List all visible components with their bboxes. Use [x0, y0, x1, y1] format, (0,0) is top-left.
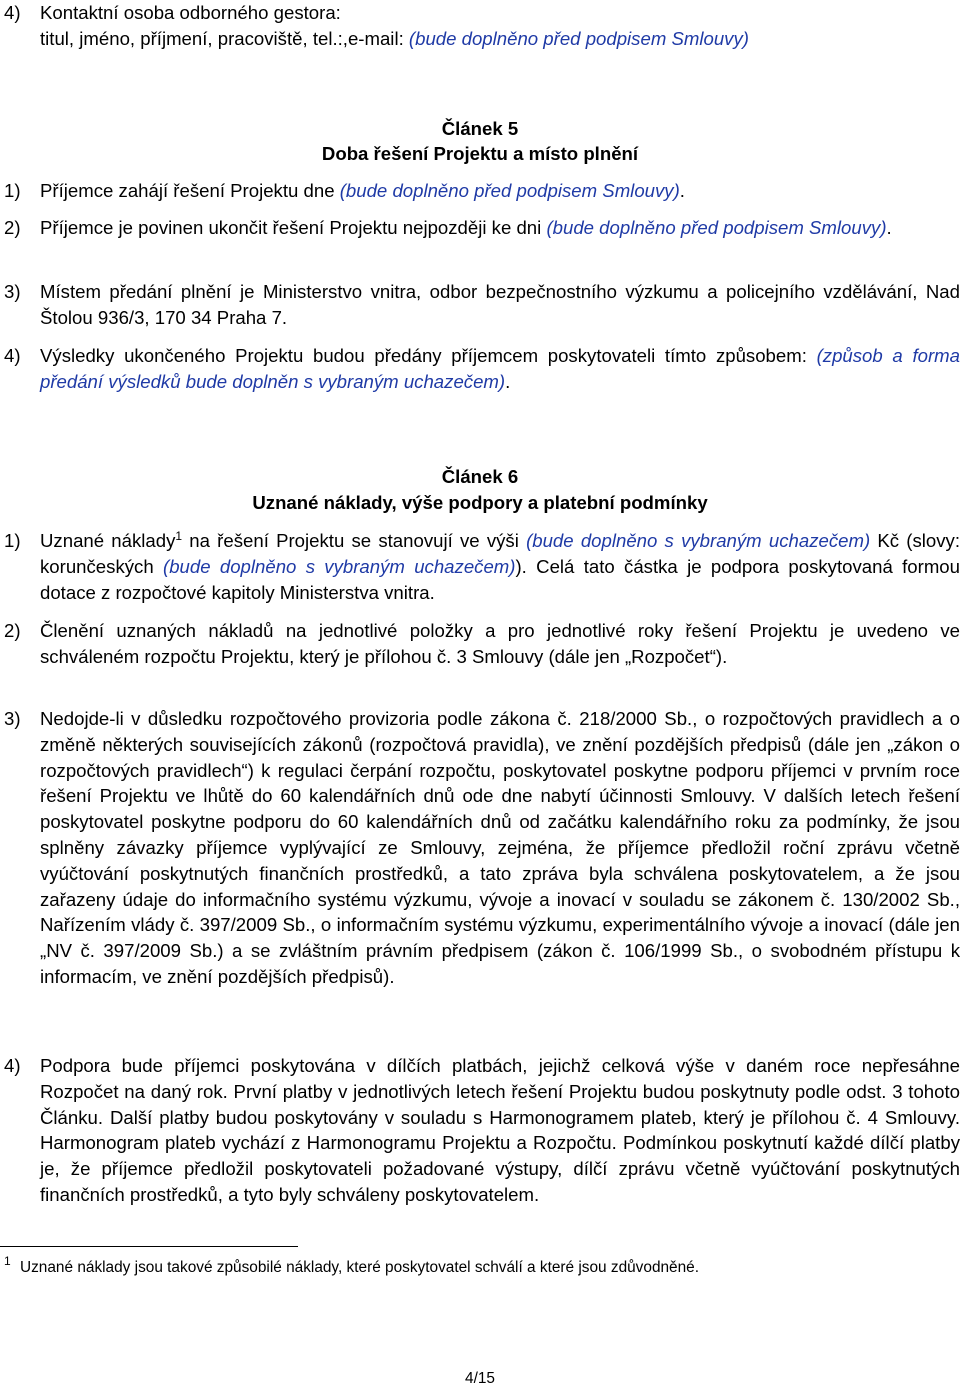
- article5-item-2: 2) Příjemce je povinen ukončit řešení Projektu nejpozději ke dni (bude doplněno před podpisem Smlouvy).: [4, 217, 892, 238]
- article5-item-1: 1) Příjemce zahájí řešení Projektu dne (bude doplněno před podpisem Smlouvy).: [4, 180, 685, 201]
- article6-item-3: 3) Nedojde-li v důsledku rozpočtového provizoria podle zákona č. 218/2000 Sb., o rozpočtových pravidlech a o změně některých souvisejících zákonů (rozpočtová pravidla), ve znění pozdějších předpisů (dále jen „zákon o rozpočtových pravidlech“) k regulaci čerpání rozpočtu, poskytovatel poskytne podporu příjemci v prvním roce řešení Projektu ve lhůtě do 60 kalendářních dnů ode dne nabytí účinnosti Smlouvy. V dalších letech řešení poskytovatel poskytne podporu do 60 kalendářních dnů od začátku kalendářního roku za podmínky, že jsou splněny závazky příjemce vyplývající ze Smlouvy, zejména, že příjemce předložil roční zprávu včetně vyúčtování poskytnutých finančních prostředků, a tato zpráva byla schválena poskytovatelem, a že jsou zařazeny údaje do informačního systému výzkumu, vývoje a inovací v souladu se zákonem č. 130/2002 Sb., Nařízením vlády č. 397/2009 Sb., o informačním systému výzkumu, experimentálního vývoje a inovací (dále jen „NV č. 397/2009 Sb.) a se zvláštním právním předpisem (zákon č. 106/1999 Sb., o svobodném přístupu k informacím, ve znění pozdějších předpisů).: [4, 708, 960, 987]
- article5-item-3: 3) Místem předání plnění je Ministerstvo vnitra, odbor bezpečnostního výzkumu a policejního vzdělávání, Nad Štolou 936/3, 170 34 Praha 7.: [4, 281, 960, 328]
- contact-details: titul, jméno, příjmení, pracoviště, tel.:,e-mail: (bude doplněno před podpisem Smlouvy): [40, 27, 749, 49]
- article6-item-1: 1) Uznané náklady$^1$ na řešení Projektu se stanovují ve výši (bude doplněno s vybraným uchazečem) Kč (slovy: korunčeských (bude doplněno s vybraným uchazečem)). Celá tato částka je podpora poskytovaná formou dotace z rozpočtové kapitoly Ministerstva vnitra.: [4, 528, 960, 603]
- footnote-reference: 1: [175, 528, 183, 543]
- footnote-text: Uznané náklady jsou takové způsobilé náklady, které poskytovatel schválí a které jsou zdůvodněné.: [20, 1259, 700, 1276]
- placeholder-note: (bude doplněno před podpisem Smlouvy): [546, 217, 887, 238]
- article6-subtitle: Uznané náklady, výše podpory a platební podmínky: [252, 492, 708, 513]
- article5-subtitle: Doba řešení Projektu a místo plnění: [321, 143, 639, 164]
- article5-item-4: 4) Výsledky ukončeného Projektu budou předány příjemcem poskytovateli tímto způsobem: (způsob a forma předání výsledků bude doplněn s vybraným uchazečem).: [4, 345, 960, 392]
- page-number: 4/15: [465, 1370, 495, 1387]
- footnote-number: 1: [4, 1254, 11, 1268]
- placeholder-note: (bude doplněno před podpisem Smlouvy): [339, 180, 680, 201]
- footnote-separator: [0, 1246, 298, 1247]
- article5-title: Článek 5: [441, 118, 519, 139]
- contact-heading: Kontaktní osoba odborného gestora:: [40, 2, 341, 23]
- article6-item-2: 2) Členění uznaných nákladů na jednotlivé položky a pro jednotlivé roky řešení Projektu je uvedeno ve schváleném rozpočtu Projektu, který je přílohou č. 3 Smlouvy (dále jen „Rozpočet“).: [4, 620, 960, 667]
- contact-item: [0, 0, 960, 52]
- contact-note: (bude doplněno před podpisem Smlouvy): [408, 27, 749, 49]
- item-number: 4): [4, 2, 21, 23]
- article6-item-4: 4) Podpora bude příjemci poskytována v dílčích platbách, jejichž celková výše v daném roce nepřesáhne Rozpočet na daný rok. První platby v jednotlivých letech řešení Projektu budou poskytnuty podle odst. 3 tohoto Článku. Další platby budou poskytovány v souladu s Harmonogramem plateb, který je přílohou č. 4 Smlouvy. Harmonogram plateb vychází z Harmonogramu Projektu a Rozpočtu. Podmínkou poskytnutí každé dílčí platby je, že příjemce předložil poskytovateli požadované výstupy, dílčí zprávu včetně vyúčtování poskytnutých finančních prostředků, a tyto byly schváleny poskytovatelem.: [4, 1055, 960, 1205]
- placeholder-note: (bude doplněno s vybraným uchazečem): [163, 555, 516, 577]
- placeholder-note: (způsob a forma předání výsledků bude doplněn s vybraným uchazečem): [40, 345, 960, 392]
- article6-title: Článek 6: [441, 466, 519, 487]
- placeholder-note: (bude doplněno s vybraným uchazečem): [526, 530, 871, 551]
